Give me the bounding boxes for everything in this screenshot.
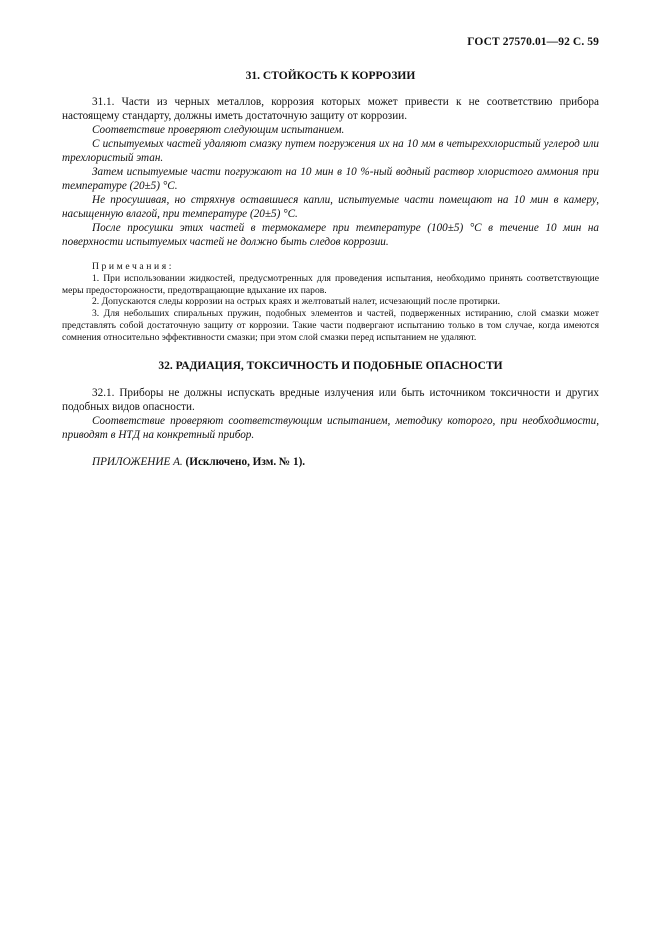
appendix-text: (Исключено, Изм. № 1).	[185, 455, 306, 468]
notes-heading: Примечания:	[92, 261, 174, 272]
note-1: 1. При использовании жидкостей, предусмотренных для проведения испытания, необходимо принять соответствующие меры предосторожности, предотвращающие вдыхание их паров.	[62, 272, 599, 296]
paragraph-degrease: С испытуемых частей удаляют смазку путем погружения их на 10 мм в четыреххлористый углерод или трехлористый этан.	[62, 138, 599, 164]
section-31	[62, 70, 599, 249]
paragraph-32-1: 32.1. Приборы не должны испускать вредные излучения или быть источником токсичности и других подобных видов опасности.	[62, 386, 599, 413]
note-3: 3. Для небольших спиральных пружин, подобных элементов и частей, подверженных истиранию, слой смазки может представлять собой достаточную защиту от коррозии. Такие части подвергают испытанию только в том случае, когда имеются сомнения относительно эффективности смазки; при этом слой смазки перед испытанием не удаляют.	[62, 308, 599, 343]
paragraph-32-compliance: Соответствие проверяют соответствующим испытанием, методику которого, при необходимости, приводят в НТД на конкретный прибор.	[62, 414, 599, 441]
paragraph-humidity-chamber: Не просушивая, но стряхнув оставшиеся капли, испытуемые части помещают на 10 мин в камеру, насыщенную влагой, при температуре (20±5) °С.	[62, 194, 599, 220]
paragraph-31-1: 31.1. Части из черных металлов, коррозия которых может привести к не соответствию прибора настоящему стандарту, должны иметь достаточную защиту от коррозии.	[62, 96, 599, 122]
page-header: ГОСТ 27570.01—92 С. 59	[467, 36, 599, 48]
paragraph-drying: После просушки этих частей в термокамере при температуре (100±5) °С в течение 10 мин на поверхности испытуемых частей не должно быть следов коррозии.	[62, 222, 599, 248]
paragraph-compliance: Соответствие проверяют следующим испытанием.	[92, 124, 345, 136]
paragraph-immerse: Затем испытуемые части погружают на 10 мин в 10 %-ный водный раствор хлористого аммония при температуре (20±5) °С.	[62, 166, 599, 192]
appendix-label: ПРИЛОЖЕНИЕ А.	[92, 455, 183, 468]
appendix-line	[62, 456, 599, 468]
notes-block	[62, 261, 599, 344]
section-31-title: 31. СТОЙКОСТЬ К КОРРОЗИИ	[245, 70, 416, 82]
section-32	[62, 360, 599, 442]
section-32-title: 32. РАДИАЦИЯ, ТОКСИЧНОСТЬ И ПОДОБНЫЕ ОПАСНОСТИ	[158, 359, 503, 372]
note-2: 2. Допускаются следы коррозии на острых краях и желтоватый налет, исчезающий после протирки.	[92, 296, 500, 308]
document-page	[62, 36, 599, 468]
